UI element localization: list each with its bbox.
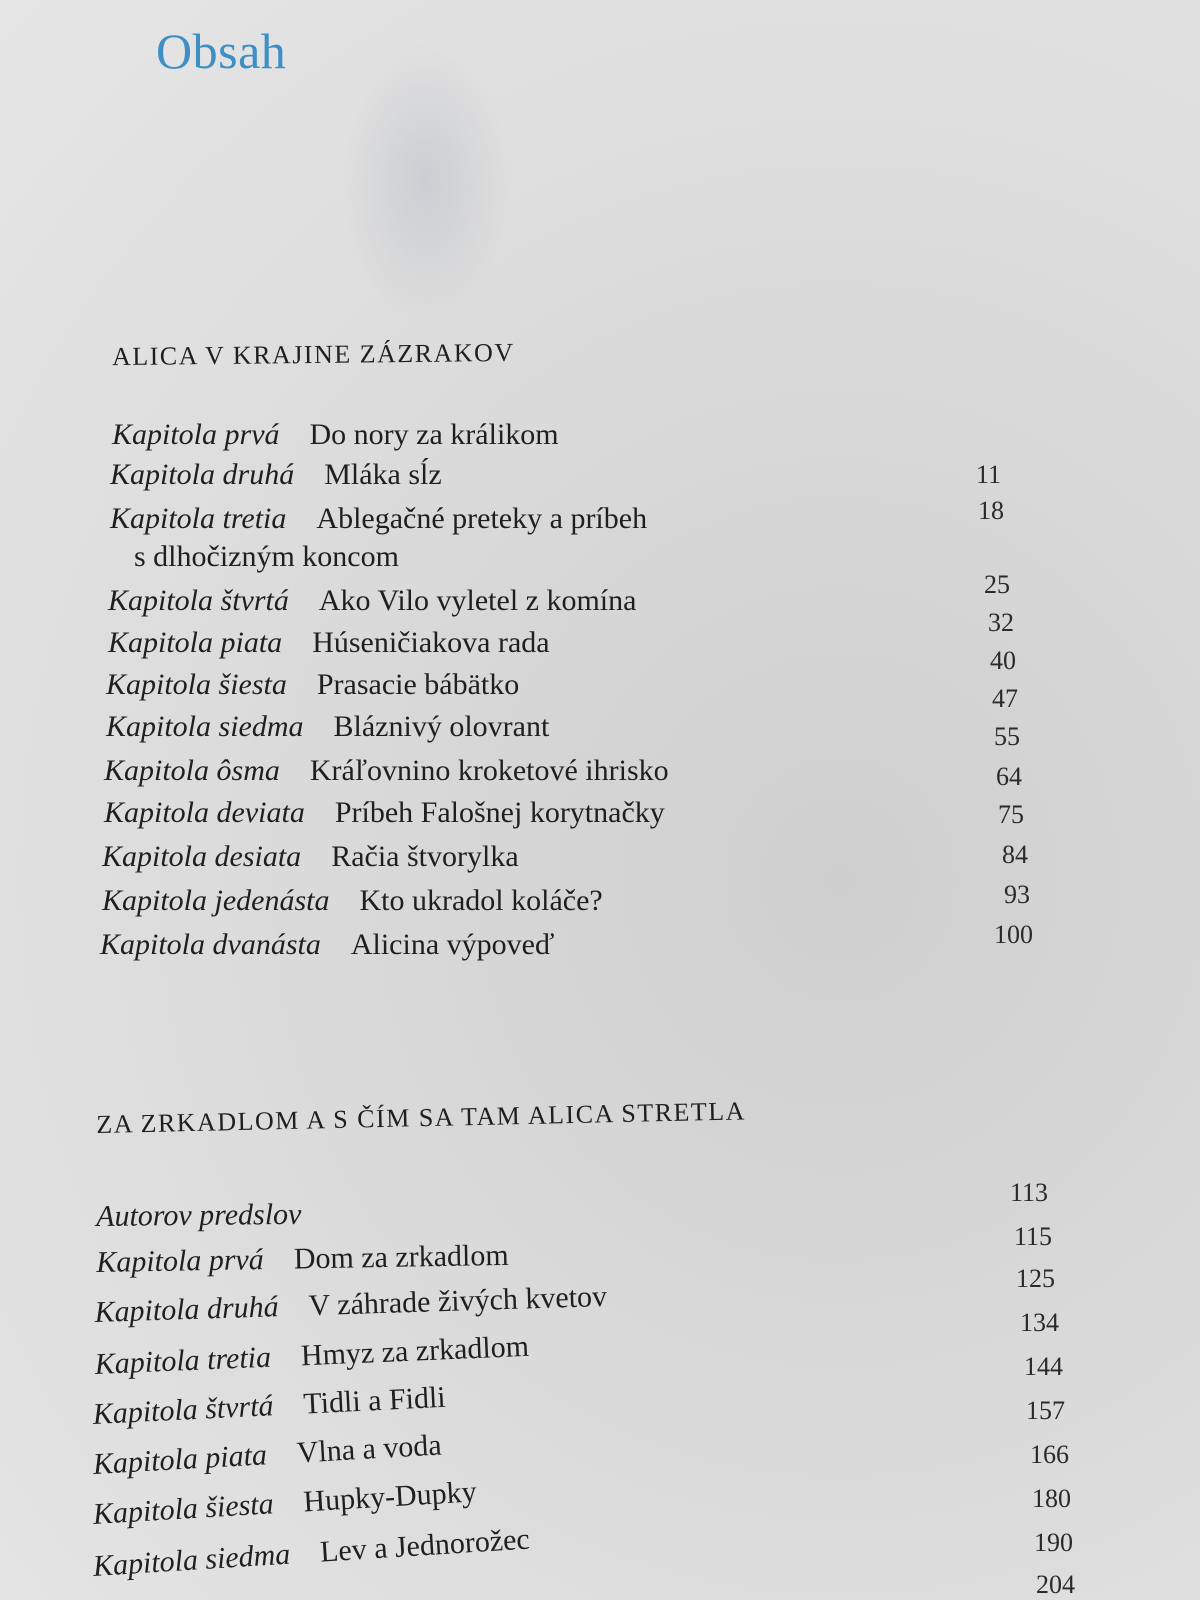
- section-heading: ALICA V KRAJINE ZÁZRAKOV: [111, 337, 515, 372]
- entry-label: Kapitola druhá: [110, 458, 295, 491]
- toc-entry: [94, 1330, 530, 1382]
- entry-title: Ako Vilo vyletel z komína: [318, 584, 637, 617]
- toc-entry: [92, 1429, 442, 1482]
- entry-label: Kapitola šiesta: [106, 668, 287, 701]
- entry-title-continuation: s dlhočizným koncom: [134, 540, 399, 573]
- entry-label: Kapitola ôsma: [104, 754, 280, 787]
- entry-title: Hmyz za zrkadlom: [300, 1329, 530, 1373]
- entry-title: Kráľovnino kroketové ihrisko: [309, 754, 669, 787]
- page-number: 40: [990, 646, 1016, 675]
- toc-entry: [92, 1523, 531, 1584]
- page-number: 32: [988, 608, 1014, 637]
- page-number: 204: [1036, 1570, 1075, 1599]
- toc-entry: [110, 502, 647, 536]
- entry-label: Autorov predslov: [96, 1197, 302, 1233]
- entry-label: Kapitola prvá: [96, 1243, 265, 1279]
- page-number: 180: [1032, 1484, 1071, 1513]
- entry-title: Prasacie bábätko: [316, 668, 520, 701]
- entry-label: Kapitola siedma: [106, 710, 304, 743]
- page-number: 84: [1002, 840, 1028, 869]
- toc-entry: [108, 584, 636, 618]
- entry-label: Kapitola siedma: [92, 1537, 292, 1583]
- entry-title: Mláka sĺz: [324, 458, 442, 491]
- entry-label: Kapitola šiesta: [92, 1487, 275, 1531]
- page-number: 55: [994, 722, 1020, 751]
- entry-title: Do nory za králikom: [309, 418, 559, 451]
- entry-title: Húseničiakova rada: [312, 626, 550, 659]
- toc-entry: [108, 626, 550, 660]
- page-title: Obsah: [156, 23, 287, 79]
- toc-entry: [96, 1239, 509, 1280]
- entry-label: Kapitola štvrtá: [92, 1389, 275, 1431]
- entry-label: Kapitola tretia: [110, 502, 287, 535]
- page-number: 113: [1010, 1178, 1049, 1207]
- entry-label: Kapitola štvrtá: [108, 584, 289, 617]
- page-number: 18: [978, 496, 1004, 525]
- toc-entry: [102, 884, 603, 918]
- toc-entry: [96, 1198, 332, 1234]
- entry-label: Kapitola prvá: [112, 418, 280, 451]
- entry-label: Kapitola piata: [92, 1438, 268, 1481]
- page-number: 100: [994, 920, 1033, 949]
- page-number: 25: [984, 570, 1010, 599]
- entry-label: Kapitola dvanásta: [100, 928, 321, 961]
- entry-title: Tidli a Fidli: [302, 1380, 447, 1421]
- page-number: 190: [1034, 1528, 1073, 1557]
- toc-entry: [112, 418, 559, 452]
- entry-title: Račia štvorylka: [331, 840, 519, 873]
- toc-entry: [102, 840, 519, 874]
- entry-title: V záhrade živých kvetov: [308, 1279, 608, 1323]
- entry-label: Kapitola druhá: [94, 1290, 280, 1329]
- entry-label: Kapitola jedenásta: [102, 884, 330, 917]
- page-number: 93: [1004, 880, 1030, 909]
- toc-entry: [104, 796, 665, 830]
- toc-entry: [104, 754, 669, 788]
- entry-title: Dom za zrkadlom: [293, 1238, 509, 1276]
- toc-entry: [106, 710, 549, 744]
- page-number: 11: [976, 460, 1002, 489]
- entry-label: Kapitola tretia: [94, 1340, 272, 1381]
- page-number: 134: [1020, 1308, 1059, 1337]
- page-number: 166: [1030, 1440, 1069, 1469]
- entry-label: Kapitola piata: [108, 626, 283, 659]
- illustration-shadow: [340, 40, 510, 320]
- entry-title: Alicina výpoveď: [350, 928, 555, 961]
- page-number: 64: [996, 762, 1022, 791]
- page-number: 75: [998, 800, 1024, 829]
- entry-title: Lev a Jednorožec: [319, 1522, 531, 1569]
- entry-title: Bláznivý olovrant: [333, 710, 550, 743]
- entry-title: Kto ukradol koláče?: [359, 884, 603, 917]
- entry-title: Hupky-Dupky: [302, 1475, 478, 1519]
- toc-entry: [100, 928, 554, 962]
- toc-entry: [92, 1475, 478, 1532]
- page-number: 157: [1026, 1396, 1065, 1425]
- entry-title: Vlna a voda: [295, 1428, 443, 1470]
- page-number: 125: [1016, 1264, 1055, 1293]
- toc-entry: [110, 458, 442, 492]
- entry-title: Ablegačné preteky a príbeh: [316, 502, 648, 535]
- entry-label: Kapitola deviata: [104, 796, 305, 829]
- page-number: 47: [992, 684, 1018, 713]
- toc-entry: [106, 668, 519, 702]
- section-heading: ZA ZRKADLOM A S ČÍM SA TAM ALICA STRETLA: [96, 1096, 747, 1139]
- toc-entry: [94, 1280, 608, 1330]
- page-number: 115: [1014, 1222, 1053, 1251]
- entry-title: Príbeh Falošnej korytnačky: [334, 796, 665, 829]
- page-number: 144: [1024, 1352, 1063, 1381]
- entry-label: Kapitola desiata: [102, 840, 302, 873]
- toc-entry: [92, 1381, 446, 1432]
